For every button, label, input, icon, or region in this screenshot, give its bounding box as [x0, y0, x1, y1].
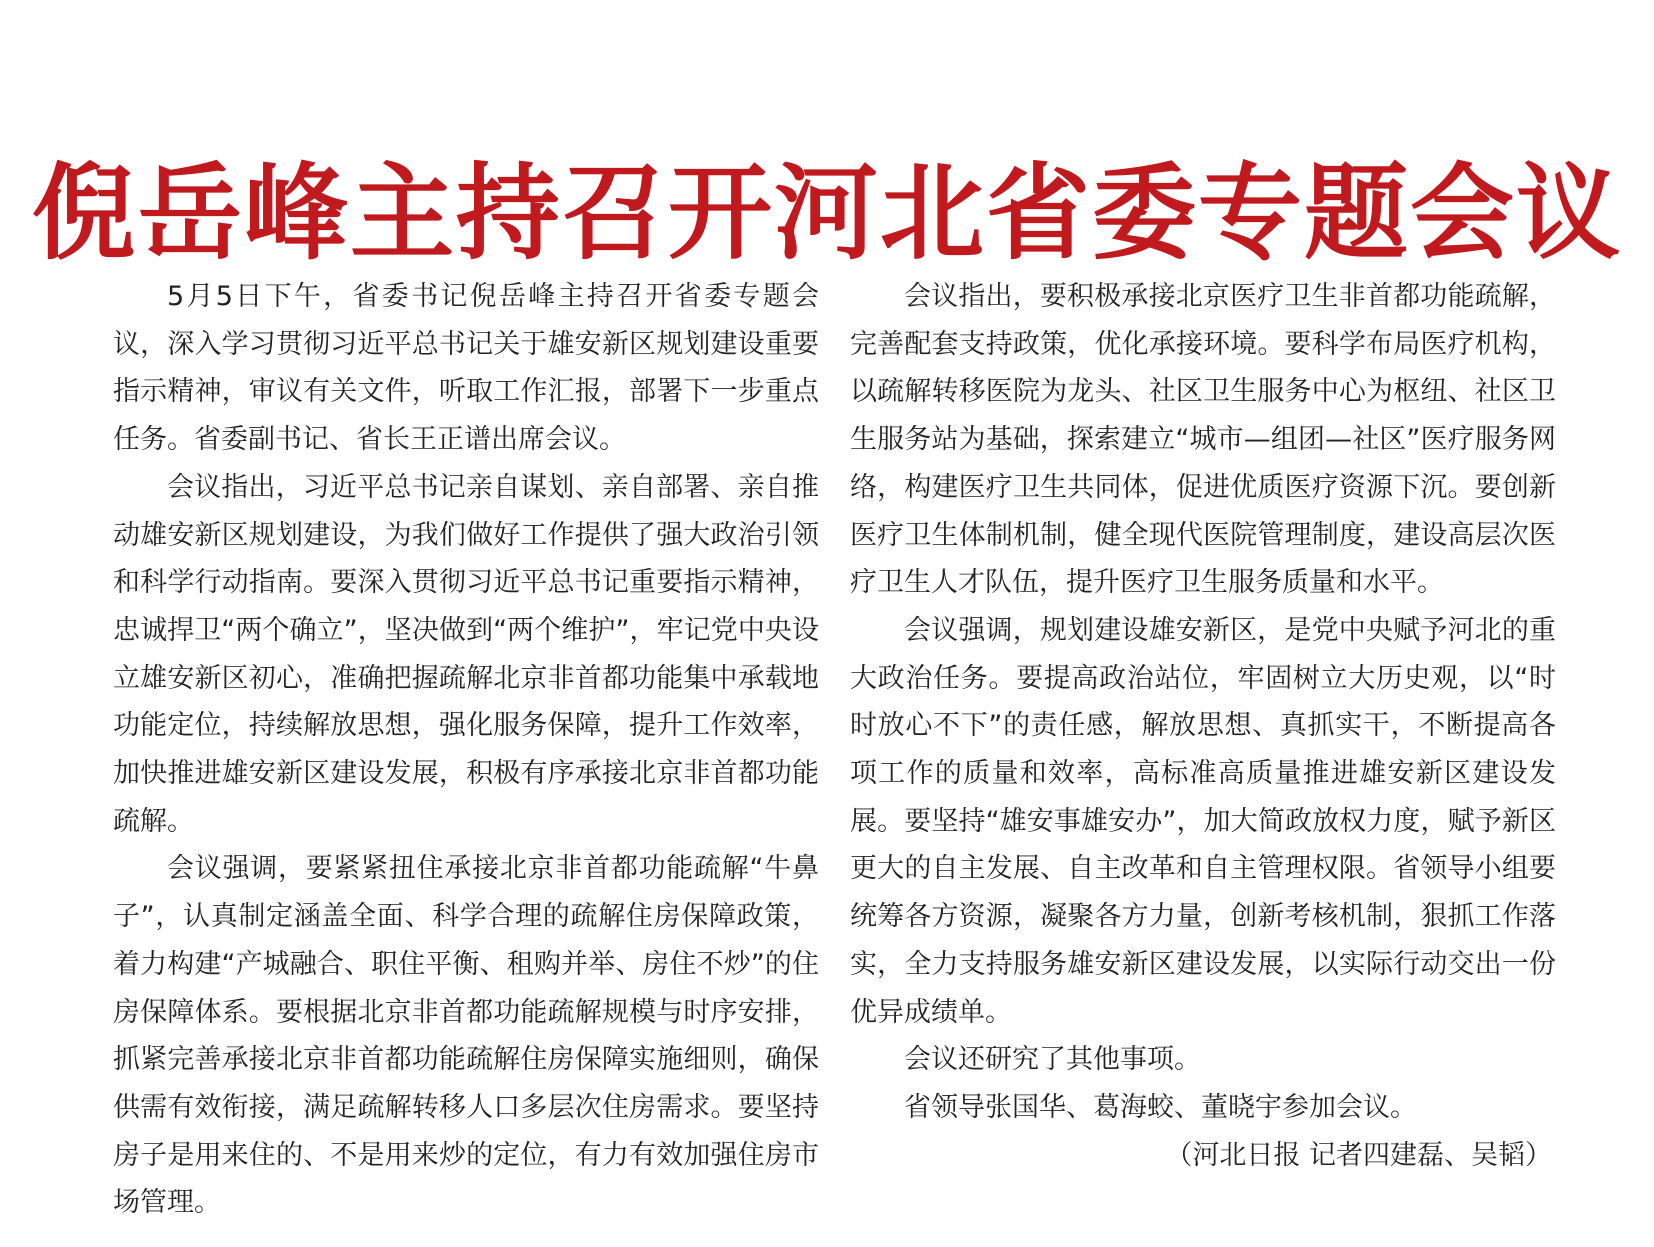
article-paragraph: 会议强调，要紧紧扭住承接北京非首都功能疏解“牛鼻子”，认真制定涵盖全面、科学合理的疏解住房保障政策，着力构建“产城融合、职住平衡、租购并举、房住不炒”的住房保障体系。要根据北京非首都功能疏解规模与时序安排，抓紧完善承接北京非首都功能疏解住房保障实施细则，确保供需有效衔接，满足疏解转移人口多层次住房需求。要坚持房子是用来住的、不是用来炒的定位，有力有效加强住房市场管理。 [113, 853, 819, 1219]
article-paragraph: 会议强调，规划建设雄安新区，是党中央赋予河北的重大政治任务。要提高政治站位，牢固树立大历史观，以“时时放心不下”的责任感，解放思想、真抓实干，不断提高各项工作的质量和效率，高标准高质量推进雄安新区建设发展。要坚持“雄安事雄安办”，加大简政放权力度，赋予新区更大的自主发展、自主改革和自主管理权限。省领导小组要统筹各方资源，凝聚各方力量，创新考核机制，狠抓工作落实，全力支持服务雄安新区建设发展，以实际行动交出一份优异成绩单。 [850, 614, 1556, 1028]
article-headline: 倪岳峰主持召开河北省委专题会议 [31, 150, 1622, 274]
article-column-left [113, 273, 819, 1227]
article-paragraph: 省领导张国华、葛海蛟、董晓宇参加会议。 [904, 1091, 1417, 1123]
article-paragraph: 会议指出，习近平总书记亲自谋划、亲自部署、亲自推动雄安新区规划建设，为我们做好工作提供了强大政治引领和科学行动指南。要深入贯彻习近平总书记重要指示精神，忠诚捍卫“两个确立”，坚决做到“两个维护”，牢记党中央设立雄安新区初心，准确把握疏解北京非首都功能集中承载地功能定位，持续解放思想，强化服务保障，提升工作效率，加快推进雄安新区建设发展，积极有序承接北京非首都功能疏解。 [113, 471, 819, 837]
article-column-right [850, 273, 1556, 1179]
article-paragraph: 会议还研究了其他事项。 [904, 1044, 1201, 1076]
article-paragraph: 5月5日下午，省委书记倪岳峰主持召开省委专题会议，深入学习贯彻习近平总书记关于雄安新区规划建设重要指示精神，审议有关文件，听取工作汇报，部署下一步重点任务。省委副书记、省长王正谱出席会议。 [113, 281, 819, 456]
article-byline: （河北日报 记者四建磊、吴韬） [1165, 1139, 1552, 1171]
article-paragraph: 会议指出，要积极承接北京医疗卫生非首都功能疏解，完善配套支持政策，优化承接环境。要科学布局医疗机构，以疏解转移医院为龙头、社区卫生服务中心为枢纽、社区卫生服务站为基础，探索建立“城市—组团—社区”医疗服务网络，构建医疗卫生共同体，促进优质医疗资源下沉。要创新医疗卫生体制机制，健全现代医院管理制度，建设高层次医疗卫生人才队伍，提升医疗卫生服务质量和水平。 [850, 281, 1556, 599]
